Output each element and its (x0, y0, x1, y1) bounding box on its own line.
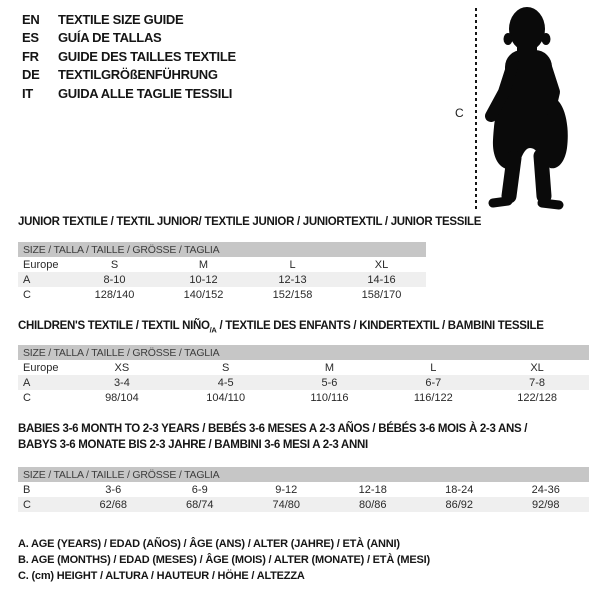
age-cell: 6-9 (191, 483, 208, 496)
table-row (18, 257, 426, 272)
age-cell: 12-13 (278, 273, 307, 286)
table-row (18, 287, 426, 302)
row-label: A (23, 376, 31, 389)
height-cell: 80/86 (358, 498, 387, 511)
language-title-block (22, 11, 236, 103)
table-row (18, 375, 589, 390)
height-measure-label: C (455, 106, 464, 120)
children-title-sub: /A (209, 325, 217, 335)
table-row (18, 390, 589, 405)
table-row (18, 482, 589, 497)
age-cell: 3-6 (105, 483, 122, 496)
row-label: A (23, 273, 31, 286)
lang-row-it (22, 85, 236, 103)
junior-size-header-bar: SIZE / TALLA / TAILLE / GRÖSSE / TAGLIA (18, 242, 426, 257)
junior-size-table (18, 242, 426, 302)
height-cell: 140/152 (183, 288, 224, 301)
height-cell: 68/74 (185, 498, 214, 511)
age-cell: 4-5 (217, 376, 234, 389)
table-row (18, 360, 589, 375)
size-cell: M (198, 258, 209, 271)
lang-label: GUIDE DES TAILLES TEXTILE (58, 48, 236, 64)
babies-title-line2: BABYS 3-6 MONATE BIS 2-3 JAHRE / BAMBINI 3-6 MESI A 2-3 ANNI (18, 439, 368, 451)
age-cell: 12-18 (358, 483, 387, 496)
note-age-years: A. AGE (YEARS) / EDAD (AÑOS) / ÂGE (ANS) / ALTER (JAHRE) / ETÀ (ANNI) (18, 538, 400, 550)
row-label: C (23, 288, 31, 301)
height-cell: 122/128 (517, 391, 557, 404)
row-label: C (23, 391, 31, 404)
lang-code: IT (22, 85, 33, 101)
height-cell: 74/80 (272, 498, 301, 511)
height-cell: 110/116 (310, 391, 349, 404)
age-cell: 10-12 (189, 273, 218, 286)
age-cell: 5-6 (321, 376, 338, 389)
lang-code: EN (22, 12, 40, 27)
lang-code: FR (22, 48, 39, 64)
height-cell: 104/110 (206, 391, 246, 404)
children-title-post: / TEXTILE DES ENFANTS / KINDERTEXTIL / BAMBINI TESSILE (216, 320, 544, 332)
lang-label: GUÍA DE TALLAS (58, 30, 162, 46)
size-cell: L (430, 361, 437, 374)
size-cell: XS (114, 361, 130, 374)
height-cell: 98/104 (105, 391, 139, 404)
age-cell: 14-16 (367, 273, 396, 286)
row-label: C (23, 498, 31, 511)
lang-label: GUIDA ALLE TAGLIE TESSILI (58, 85, 233, 101)
lang-label: TEXTILE SIZE GUIDE (58, 12, 184, 27)
table-row (18, 272, 426, 287)
size-cell: XL (530, 361, 544, 374)
note-age-months: B. AGE (MONTHS) / EDAD (MESES) / ÂGE (MOIS) / ALTER (MONATE) / ETÀ (MESI) (18, 554, 430, 567)
babies-size-table (18, 467, 589, 512)
junior-section-title: JUNIOR TEXTILE / TEXTIL JUNIOR/ TEXTILE JUNIOR / JUNIORTEXTIL / JUNIOR TESSILE (18, 216, 482, 228)
size-cell: S (110, 258, 119, 271)
babies-title-line1: BABIES 3-6 MONTH TO 2-3 YEARS / BEBÉS 3-6 MESES A 2-3 AÑOS / BÉBÉS 3-6 MOIS À 2-3 ANS / (18, 423, 528, 435)
row-label: Europe (23, 258, 59, 271)
height-measure-dotted-line (475, 8, 477, 210)
children-section-title (18, 320, 544, 334)
lang-code: DE (22, 67, 40, 83)
row-label: B (23, 483, 31, 496)
size-cell: XL (374, 258, 389, 271)
lang-row-fr (22, 48, 236, 66)
lang-code: ES (22, 30, 39, 46)
age-cell: 24-36 (531, 483, 560, 496)
lang-row-de (22, 66, 236, 84)
size-cell: L (289, 258, 296, 271)
age-cell: 7-8 (529, 376, 546, 389)
babies-size-header-bar: SIZE / TALLA / TAILLE / GRÖSSE / TAGLIA (18, 467, 589, 482)
babies-section-title (18, 421, 527, 453)
lang-row-en (22, 11, 236, 29)
lang-label: TEXTILGRÖßENFÜHRUNG (58, 67, 218, 83)
note-height-cm: C. (cm) HEIGHT / ALTURA / HAUTEUR / HÖHE / ALTEZZA (18, 570, 305, 583)
age-cell: 8-10 (103, 273, 126, 286)
children-title-pre: CHILDREN'S TEXTILE / TEXTIL NIÑO (18, 320, 210, 332)
legend-notes (18, 536, 430, 585)
row-label: Europe (23, 361, 59, 374)
height-cell: 116/122 (413, 391, 453, 404)
table-row (18, 497, 589, 512)
lang-row-es (22, 29, 236, 47)
age-cell: 3-4 (113, 376, 130, 389)
age-cell: 9-12 (275, 483, 298, 496)
size-cell: M (324, 361, 335, 374)
height-cell: 128/140 (94, 288, 135, 301)
height-cell: 62/68 (99, 498, 128, 511)
baby-silhouette-icon (480, 0, 600, 215)
height-cell: 86/92 (445, 498, 474, 511)
size-cell: S (222, 361, 230, 374)
height-cell: 158/170 (361, 288, 402, 301)
age-cell: 18-24 (445, 483, 474, 496)
height-cell: 152/158 (272, 288, 313, 301)
age-cell: 6-7 (425, 376, 442, 389)
children-size-table (18, 345, 589, 405)
height-cell: 92/98 (531, 498, 560, 511)
children-size-header-bar: SIZE / TALLA / TAILLE / GRÖSSE / TAGLIA (18, 345, 589, 360)
